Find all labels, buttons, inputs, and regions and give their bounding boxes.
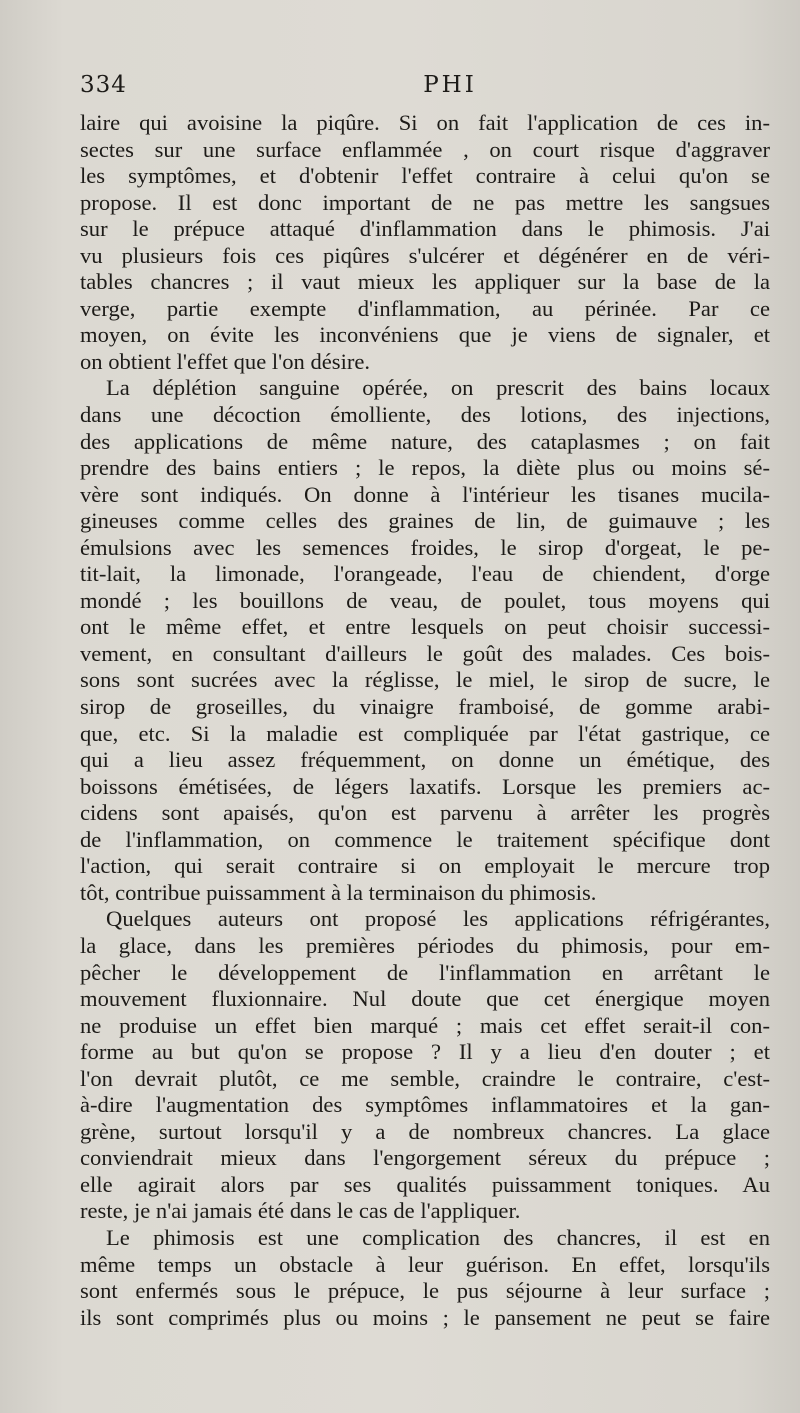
text-line: de l'inflammation, on commence le traitement spécifique dont [80,826,770,852]
text-line: les symptômes, et d'obtenir l'effet contraire à celui qu'on se [80,163,770,189]
text-line: Le phimosis est une complication des chancres, il est en [106,1224,770,1250]
text-line: qui a lieu assez fréquemment, on donne un émétique, des [80,747,770,773]
text-line: sectes sur une surface enflammée , on court risque d'aggraver [80,136,770,162]
text-line: vère sont indiqués. On donne à l'intérieur les tisanes mucila- [80,481,770,507]
text-line: vu plusieurs fois ces piqûres s'ulcérer et dégénérer en de véri- [80,242,770,268]
text-line: ont le même effet, et entre lesquels on peut choisir successi- [80,614,770,640]
text-line: tables chancres ; il vaut mieux les appliquer sur la base de la [80,269,770,295]
text-line: mouvement fluxionnaire. Nul doute que cet énergique moyen [80,986,770,1012]
text-line: des applications de même nature, des cataplasmes ; on fait [80,428,770,454]
text-line: sur le prépuce attaqué d'inflammation dans le phimosis. J'ai [80,216,770,242]
text-line: laire qui avoisine la piqûre. Si on fait l'application de ces in- [80,110,770,135]
text-line: elle agirait alors par ses qualités puissamment toniques. Au [80,1171,770,1197]
text-line: dans une décoction émolliente, des lotions, des injections, [80,402,770,428]
text-line: sirop de groseilles, du vinaigre framboisé, de gomme arabi- [80,694,770,720]
text-line: on obtient l'effet que l'on désire. [80,348,371,374]
text-line: tôt, contribue puissamment à la terminaison du phimosis. [80,879,597,905]
running-head: PHI [423,72,477,98]
text-line: ne produise un effet bien marqué ; mais cet effet serait-il con- [80,1012,770,1038]
page-header [80,72,740,108]
body-text [80,110,770,1331]
text-line: boissons émétisées, de légers laxatifs. Lorsque les premiers ac- [80,773,770,799]
text-line: à-dire l'augmentation des symptômes inflammatoires et la gan- [80,1092,770,1118]
text-line: la glace, dans les premières périodes du phimosis, pour em- [80,932,770,958]
text-line: propose. Il est donc important de ne pas mettre les sangsues [80,189,770,215]
text-line: Quelques auteurs ont proposé les applications réfrigérantes, [106,906,770,932]
text-line: grène, surtout lorsqu'il y a de nombreux chancres. La glace [80,1118,770,1144]
text-line: même temps un obstacle à leur guérison. En effet, lorsqu'ils [80,1251,770,1277]
text-line: l'on devrait plutôt, ce me semble, craindre le contraire, c'est- [80,1065,770,1091]
text-line: forme au but qu'on se propose ? Il y a lieu d'en douter ; et [80,1039,770,1065]
text-line: verge, partie exempte d'inflammation, au périnée. Par ce [80,295,770,321]
text-line: l'action, qui serait contraire si on employait le mercure trop [80,853,770,879]
text-line: La déplétion sanguine opérée, on prescrit des bains locaux [106,375,770,401]
page-number: 334 [80,72,127,98]
text-line: que, etc. Si la maladie est compliquée par l'état gastrique, ce [80,720,770,746]
text-line: sons sont sucrées avec la réglisse, le miel, le sirop de sucre, le [80,667,770,693]
text-line: sont enfermés sous le prépuce, le pus séjourne à leur surface ; [80,1278,770,1304]
text-line: cidens sont apaisés, qu'on est parvenu à arrêter les progrès [80,800,770,826]
text-line: émulsions avec les semences froides, le sirop d'orgeat, le pe- [80,534,770,560]
text-line: moyen, on évite les inconvéniens que je viens de signaler, et [80,322,770,348]
text-line: prendre des bains entiers ; le repos, la diète plus ou moins sé- [80,455,770,481]
text-line: vement, en consultant d'ailleurs le goût des malades. Ces bois- [80,640,770,666]
text-line: mondé ; les bouillons de veau, de poulet, tous moyens qui [80,587,770,613]
text-line: tit-lait, la limonade, l'orangeade, l'eau de chiendent, d'orge [80,561,770,587]
text-line: conviendrait mieux dans l'engorgement séreux du prépuce ; [80,1145,770,1171]
text-line: gineuses comme celles des graines de lin, de guimauve ; les [80,508,770,534]
text-line: reste, je n'ai jamais été dans le cas de l'appliquer. [80,1198,521,1224]
text-line: ils sont comprimés plus ou moins ; le pansement ne peut se faire [80,1304,770,1330]
text-line: pêcher le développement de l'inflammation en arrêtant le [80,959,770,985]
